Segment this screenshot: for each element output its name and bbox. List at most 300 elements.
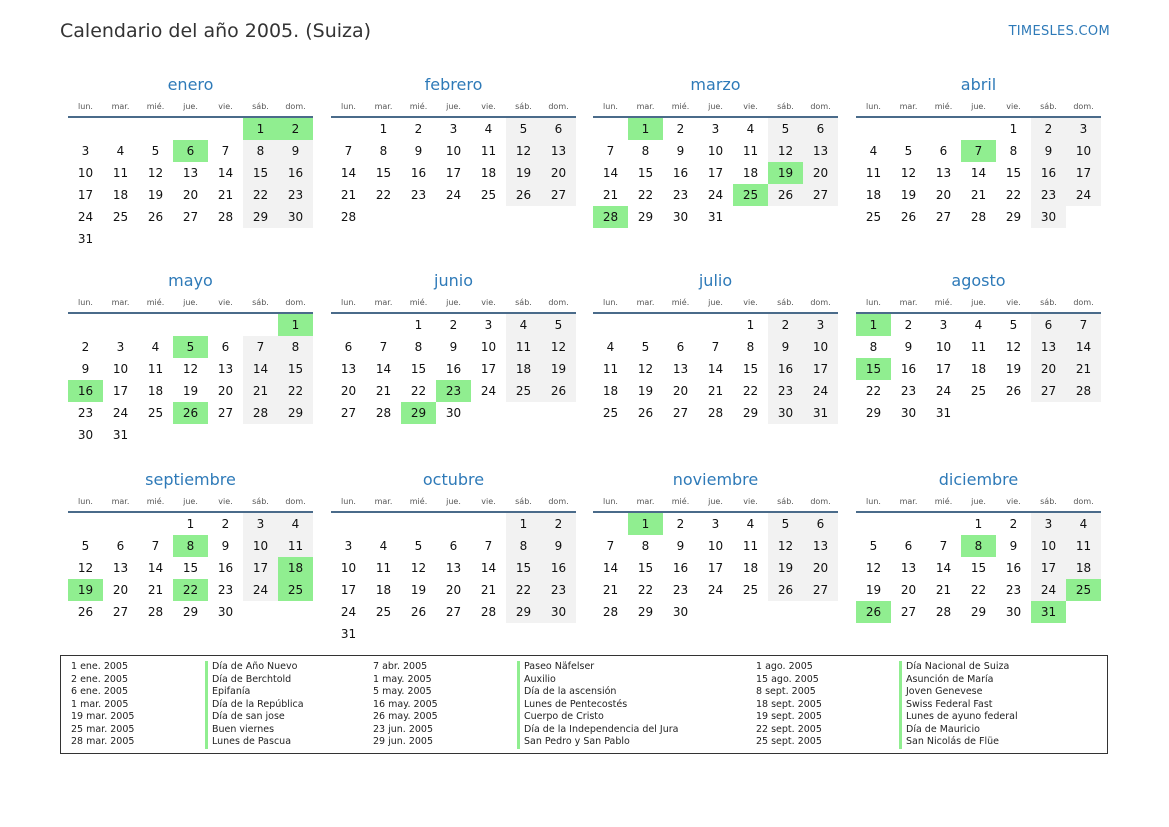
day-cell: 31 [707, 210, 724, 224]
holiday-day-cell: 26 [173, 402, 208, 424]
day-cell: 12 [900, 166, 917, 180]
day-cell: 4 [116, 144, 125, 158]
day-cell: 5 [541, 314, 576, 336]
day-cell: 20 [1031, 358, 1066, 380]
day-cell: 24 [935, 384, 952, 398]
day-cell: 8 [1009, 144, 1018, 158]
day-cell: 12 [147, 166, 164, 180]
day-cell: 6 [344, 340, 353, 354]
day-cell: 9 [221, 539, 230, 553]
month-septiembre [68, 469, 313, 623]
day-cell: 30 [217, 605, 234, 619]
empty-cell [698, 314, 733, 336]
day-cell: 8 [379, 144, 388, 158]
day-cell: 29 [742, 406, 759, 420]
day-cell: 13 [340, 362, 357, 376]
day-cell: 9 [904, 340, 913, 354]
weekday-label: vie. [471, 99, 506, 118]
day-cell: 24 [445, 188, 462, 202]
day-cell: 15 [182, 561, 199, 575]
day-cell: 22 [865, 384, 882, 398]
day-cell: 3 [449, 122, 458, 136]
weekday-label: dom. [278, 494, 313, 513]
holiday-name: Asunción de María [906, 673, 994, 685]
empty-cell [68, 314, 103, 336]
day-cell: 23 [672, 188, 689, 202]
weekday-label: lun. [856, 295, 891, 314]
day-cell: 19 [506, 162, 541, 184]
day-cell: 4 [1066, 513, 1101, 535]
day-cell: 16 [900, 362, 917, 376]
weekday-label: mié. [926, 494, 961, 513]
day-cell: 10 [1066, 140, 1101, 162]
day-cell: 27 [935, 210, 952, 224]
day-cell: 27 [803, 184, 838, 206]
day-cell: 10 [340, 561, 357, 575]
empty-cell [366, 314, 401, 336]
empty-cell [103, 118, 138, 140]
day-cell: 12 [541, 336, 576, 358]
holiday-name: Día de Año Nuevo [212, 661, 298, 672]
day-cell: 13 [182, 166, 199, 180]
day-cell: 7 [243, 336, 278, 358]
day-cell: 14 [217, 166, 234, 180]
month-grid [68, 99, 313, 250]
day-cell: 10 [243, 535, 278, 557]
weekday-label: jue. [173, 494, 208, 513]
empty-cell [856, 513, 891, 535]
day-cell: 26 [1005, 384, 1022, 398]
day-cell: 15 [637, 166, 654, 180]
day-cell: 9 [541, 535, 576, 557]
day-cell: 21 [340, 188, 357, 202]
day-cell: 2 [449, 318, 458, 332]
weekday-label: dom. [278, 99, 313, 118]
holiday-day-cell: 8 [961, 535, 996, 557]
day-cell: 29 [637, 210, 654, 224]
day-cell: 10 [445, 144, 462, 158]
weekday-label: jue. [436, 494, 471, 513]
day-cell: 23 [410, 188, 427, 202]
day-cell: 26 [77, 605, 94, 619]
day-cell: 9 [1031, 140, 1066, 162]
month-febrero [331, 74, 576, 228]
day-cell: 7 [344, 144, 353, 158]
empty-cell [366, 513, 401, 535]
weekday-label: mié. [138, 295, 173, 314]
holiday-day-cell: 25 [733, 184, 768, 206]
day-cell: 16 [278, 162, 313, 184]
day-cell: 27 [112, 605, 129, 619]
day-cell: 7 [606, 144, 615, 158]
day-cell: 17 [340, 583, 357, 597]
holiday-date: 23 jun. 2005 [373, 723, 434, 735]
day-cell: 26 [637, 406, 654, 420]
day-cell: 3 [81, 144, 90, 158]
empty-cell [208, 118, 243, 140]
day-cell: 20 [803, 557, 838, 579]
day-cell: 31 [935, 406, 952, 420]
weekday-label: jue. [961, 494, 996, 513]
day-cell: 5 [414, 539, 423, 553]
holiday-name: Swiss Federal Fast [906, 698, 993, 710]
day-cell: 28 [1066, 380, 1101, 402]
day-cell: 22 [637, 188, 654, 202]
day-cell: 9 [1009, 539, 1018, 553]
day-cell: 2 [904, 318, 913, 332]
day-cell: 1 [414, 318, 423, 332]
empty-cell [173, 118, 208, 140]
weekday-label: vie. [996, 295, 1031, 314]
day-cell: 13 [217, 362, 234, 376]
day-cell: 3 [711, 517, 720, 531]
day-cell: 26 [768, 184, 803, 206]
day-cell: 22 [243, 184, 278, 206]
day-cell: 14 [340, 166, 357, 180]
day-cell: 27 [340, 406, 357, 420]
weekday-label: dom. [541, 494, 576, 513]
holiday-day-cell: 1 [856, 314, 891, 336]
day-cell: 14 [1066, 336, 1101, 358]
day-cell: 17 [707, 561, 724, 575]
day-cell: 24 [1066, 184, 1101, 206]
empty-cell [103, 314, 138, 336]
weekday-label: sáb. [243, 494, 278, 513]
weekday-label: dom. [1066, 295, 1101, 314]
day-cell: 9 [81, 362, 90, 376]
day-cell: 24 [112, 406, 129, 420]
holiday-day-cell: 23 [436, 380, 471, 402]
month-name: abril [960, 75, 997, 94]
day-cell: 8 [414, 340, 423, 354]
holiday-day-cell: 25 [278, 579, 313, 601]
holiday-day-cell: 26 [856, 601, 891, 623]
day-cell: 1 [746, 318, 755, 332]
day-cell: 22 [637, 583, 654, 597]
holiday-dates-column [756, 661, 822, 749]
day-cell: 17 [480, 362, 497, 376]
month-name: septiembre [145, 470, 236, 489]
empty-cell [593, 513, 628, 535]
day-cell: 28 [480, 605, 497, 619]
page-title: Calendario del año 2005. (Suiza) [60, 20, 372, 42]
day-cell: 27 [900, 605, 917, 619]
day-cell: 16 [1031, 162, 1066, 184]
weekday-label: mar. [103, 99, 138, 118]
weekday-label: sáb. [768, 494, 803, 513]
day-cell: 12 [865, 561, 882, 575]
day-cell: 8 [641, 144, 650, 158]
day-cell: 26 [506, 184, 541, 206]
weekday-label: mar. [366, 99, 401, 118]
day-cell: 27 [182, 210, 199, 224]
day-cell: 10 [707, 539, 724, 553]
day-cell: 3 [711, 122, 720, 136]
day-cell: 17 [77, 188, 94, 202]
weekday-label: sáb. [243, 99, 278, 118]
weekday-label: lun. [68, 295, 103, 314]
day-cell: 27 [217, 406, 234, 420]
day-cell: 3 [116, 340, 125, 354]
empty-cell [331, 118, 366, 140]
day-cell: 11 [112, 166, 129, 180]
month-grid [331, 99, 576, 228]
month-mayo [68, 270, 313, 446]
day-cell: 15 [506, 557, 541, 579]
holiday-date: 5 may. 2005 [373, 686, 432, 697]
holiday-name: Lunes de ayuno federal [906, 711, 1018, 722]
day-cell: 16 [768, 358, 803, 380]
weekday-label: mié. [926, 295, 961, 314]
day-cell: 6 [1031, 314, 1066, 336]
month-name: julio [698, 271, 733, 290]
day-cell: 22 [278, 380, 313, 402]
day-cell: 15 [1005, 166, 1022, 180]
weekday-label: jue. [173, 295, 208, 314]
weekday-label: vie. [996, 494, 1031, 513]
day-cell: 16 [217, 561, 234, 575]
day-cell: 17 [707, 166, 724, 180]
day-cell: 13 [672, 362, 689, 376]
holiday-day-cell: 22 [173, 579, 208, 601]
day-cell: 17 [445, 166, 462, 180]
empty-cell [436, 513, 471, 535]
weekday-label: lun. [68, 99, 103, 118]
holiday-date: 22 sept. 2005 [756, 723, 822, 735]
day-cell: 3 [939, 318, 948, 332]
day-cell: 26 [541, 380, 576, 402]
day-cell: 10 [707, 144, 724, 158]
weekday-label: jue. [698, 99, 733, 118]
weekday-label: lun. [593, 99, 628, 118]
day-cell: 29 [637, 605, 654, 619]
month-enero [68, 74, 313, 250]
empty-cell [68, 513, 103, 535]
holiday-name: Epifanía [212, 686, 251, 697]
day-cell: 12 [768, 535, 803, 557]
day-cell: 12 [182, 362, 199, 376]
day-cell: 7 [151, 539, 160, 553]
holiday-date: 15 ago. 2005 [756, 673, 819, 685]
day-cell: 2 [414, 122, 423, 136]
day-cell: 4 [974, 318, 983, 332]
day-cell: 3 [243, 513, 278, 535]
weekday-label: sáb. [506, 99, 541, 118]
day-cell: 7 [711, 340, 720, 354]
day-cell: 17 [1031, 557, 1066, 579]
holiday-date: 2 ene. 2005 [71, 673, 128, 685]
weekday-label: vie. [471, 295, 506, 314]
day-cell: 22 [506, 579, 541, 601]
weekday-label: lun. [68, 494, 103, 513]
day-cell: 2 [676, 517, 685, 531]
day-cell: 1 [1009, 122, 1018, 136]
weekday-label: lun. [856, 99, 891, 118]
day-cell: 19 [410, 583, 427, 597]
holiday-day-cell: 29 [401, 402, 436, 424]
day-cell: 11 [147, 362, 164, 376]
day-cell: 18 [742, 166, 759, 180]
day-cell: 5 [151, 144, 160, 158]
weekday-label: lun. [593, 295, 628, 314]
weekday-label: mié. [663, 295, 698, 314]
day-cell: 10 [935, 340, 952, 354]
holiday-name: Lunes de Pentecostés [524, 698, 628, 710]
month-agosto [856, 270, 1101, 424]
day-cell: 20 [803, 162, 838, 184]
day-cell: 31 [77, 232, 94, 246]
weekday-label: vie. [208, 295, 243, 314]
month-name: enero [167, 75, 214, 94]
day-cell: 29 [865, 406, 882, 420]
day-cell: 23 [1031, 184, 1066, 206]
day-cell: 20 [672, 384, 689, 398]
brand-link[interactable]: TIMESLES.COM [1008, 24, 1110, 39]
day-cell: 5 [641, 340, 650, 354]
day-cell: 22 [375, 188, 392, 202]
weekday-label: lun. [331, 494, 366, 513]
day-cell: 20 [340, 384, 357, 398]
weekday-label: jue. [698, 494, 733, 513]
holiday-day-cell: 8 [173, 535, 208, 557]
weekday-label: mié. [663, 99, 698, 118]
holiday-day-cell: 16 [68, 380, 103, 402]
weekday-label: jue. [436, 295, 471, 314]
day-cell: 6 [541, 118, 576, 140]
day-cell: 17 [1066, 162, 1101, 184]
day-cell: 25 [147, 406, 164, 420]
day-cell: 14 [602, 561, 619, 575]
holiday-name: Día Nacional de Suiza [906, 661, 1010, 672]
weekday-label: jue. [436, 99, 471, 118]
day-cell: 14 [935, 561, 952, 575]
empty-cell [401, 513, 436, 535]
day-cell: 13 [1031, 336, 1066, 358]
day-cell: 30 [768, 402, 803, 424]
day-cell: 18 [375, 583, 392, 597]
day-cell: 15 [243, 162, 278, 184]
day-cell: 31 [803, 402, 838, 424]
month-grid [331, 494, 576, 645]
day-cell: 21 [375, 384, 392, 398]
day-cell: 11 [375, 561, 392, 575]
weekday-label: jue. [173, 99, 208, 118]
day-cell: 5 [768, 513, 803, 535]
day-cell: 13 [803, 140, 838, 162]
holiday-date: 19 mar. 2005 [71, 711, 135, 722]
day-cell: 14 [970, 166, 987, 180]
day-cell: 9 [676, 144, 685, 158]
day-cell: 7 [484, 539, 493, 553]
day-cell: 24 [1031, 579, 1066, 601]
day-cell: 25 [602, 406, 619, 420]
day-cell: 25 [112, 210, 129, 224]
holiday-dates-column [71, 661, 134, 749]
weekday-label: mar. [628, 99, 663, 118]
day-cell: 8 [869, 340, 878, 354]
day-cell: 2 [1031, 118, 1066, 140]
day-cell: 27 [803, 579, 838, 601]
day-cell: 26 [147, 210, 164, 224]
day-cell: 19 [900, 188, 917, 202]
day-cell: 22 [742, 384, 759, 398]
day-cell: 18 [147, 384, 164, 398]
month-grid [593, 494, 838, 623]
weekday-label: sáb. [768, 99, 803, 118]
weekday-label: mié. [138, 99, 173, 118]
weekday-label: dom. [541, 295, 576, 314]
empty-cell [471, 513, 506, 535]
holiday-name: San Nicolás de Flüe [906, 736, 999, 747]
day-cell: 19 [637, 384, 654, 398]
day-cell: 20 [112, 583, 129, 597]
holiday-day-cell: 1 [628, 513, 663, 535]
day-cell: 25 [970, 384, 987, 398]
empty-cell [891, 513, 926, 535]
weekday-label: sáb. [1031, 99, 1066, 118]
holiday-name: Buen viernes [212, 723, 275, 735]
month-grid [856, 494, 1101, 623]
month-grid [856, 295, 1101, 424]
day-cell: 13 [541, 140, 576, 162]
weekday-label: mar. [628, 295, 663, 314]
day-cell: 6 [803, 513, 838, 535]
day-cell: 21 [480, 583, 497, 597]
day-cell: 23 [672, 583, 689, 597]
day-cell: 30 [672, 605, 689, 619]
weekday-label: lun. [856, 494, 891, 513]
day-cell: 15 [742, 362, 759, 376]
holiday-names-column [205, 661, 304, 749]
day-cell: 21 [707, 384, 724, 398]
empty-cell [173, 314, 208, 336]
day-cell: 24 [340, 605, 357, 619]
day-cell: 28 [375, 406, 392, 420]
empty-cell [208, 314, 243, 336]
day-cell: 24 [243, 579, 278, 601]
month-name: octubre [422, 470, 485, 489]
holiday-name: Paseo Näfelser [524, 661, 595, 672]
day-cell: 10 [77, 166, 94, 180]
month-name: junio [434, 271, 473, 290]
day-cell: 5 [1009, 318, 1018, 332]
day-cell: 29 [506, 601, 541, 623]
day-cell: 14 [602, 166, 619, 180]
weekday-label: vie. [733, 494, 768, 513]
day-cell: 12 [77, 561, 94, 575]
day-cell: 20 [935, 188, 952, 202]
day-cell: 2 [221, 517, 230, 531]
day-cell: 24 [480, 384, 497, 398]
day-cell: 12 [768, 140, 803, 162]
holiday-name: Día de la República [212, 698, 304, 710]
weekday-label: sáb. [1031, 494, 1066, 513]
weekday-label: mar. [891, 494, 926, 513]
day-cell: 26 [410, 605, 427, 619]
month-julio [593, 270, 838, 424]
month-name: agosto [951, 271, 1006, 290]
holiday-name: Joven Genevese [906, 686, 983, 697]
day-cell: 6 [676, 340, 685, 354]
holiday-day-cell: 31 [1031, 601, 1066, 623]
holiday-dates-column [373, 661, 438, 749]
day-cell: 12 [410, 561, 427, 575]
day-cell: 4 [606, 340, 615, 354]
day-cell: 30 [541, 601, 576, 623]
day-cell: 17 [112, 384, 129, 398]
weekday-label: jue. [961, 295, 996, 314]
holiday-date: 25 mar. 2005 [71, 723, 135, 735]
